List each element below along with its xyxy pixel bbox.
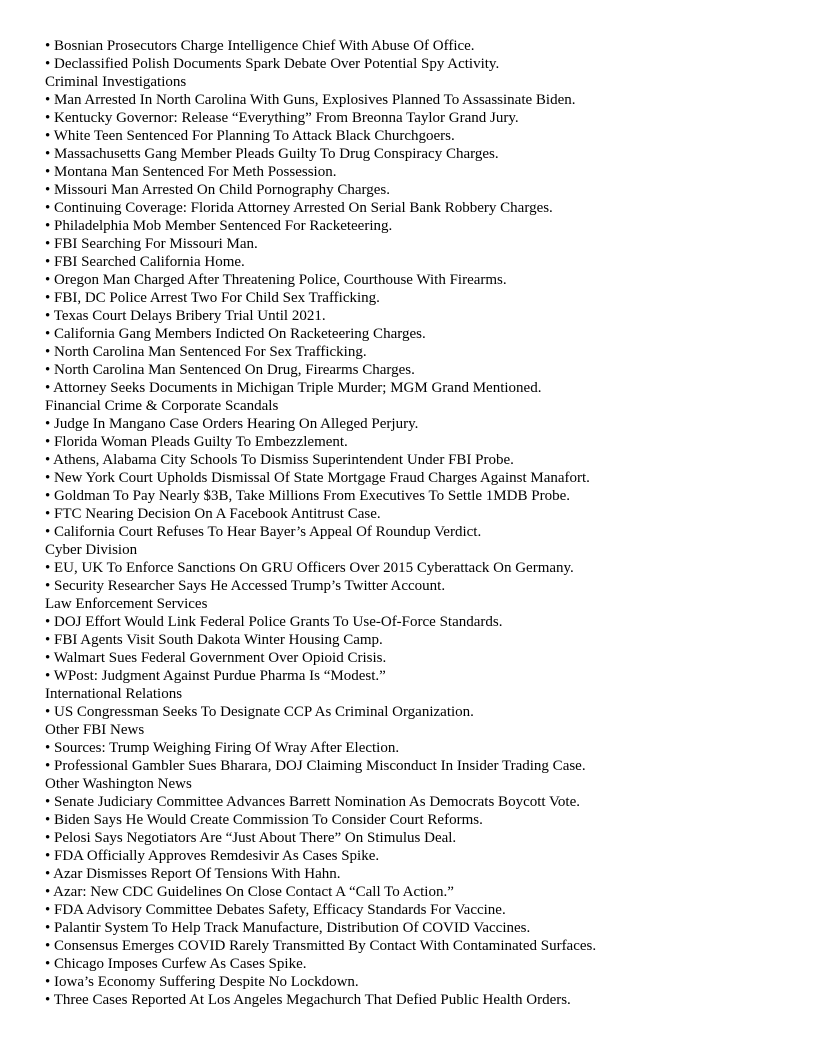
news-item: • California Court Refuses To Hear Bayer’s Appeal Of Roundup Verdict.	[45, 524, 482, 540]
news-item: • Chicago Imposes Curfew As Cases Spike.	[45, 956, 307, 972]
news-item: • Azar Dismisses Report Of Tensions With Hahn.	[45, 866, 341, 882]
news-item: • Massachusetts Gang Member Pleads Guilty To Drug Conspiracy Charges.	[45, 146, 499, 162]
news-item: • Goldman To Pay Nearly $3B, Take Millions From Executives To Settle 1MDB Probe.	[45, 488, 570, 504]
section-heading: Cyber Division	[45, 542, 138, 558]
news-item: • White Teen Sentenced For Planning To Attack Black Churchgoers.	[45, 128, 455, 144]
news-item: • Athens, Alabama City Schools To Dismiss Superintendent Under FBI Probe.	[45, 452, 514, 468]
news-item: • Bosnian Prosecutors Charge Intelligence Chief With Abuse Of Office.	[45, 38, 475, 54]
news-item: • FDA Officially Approves Remdesivir As Cases Spike.	[45, 848, 380, 864]
news-item: • Biden Says He Would Create Commission To Consider Court Reforms.	[45, 812, 483, 828]
section-heading: Other FBI News	[45, 722, 145, 738]
news-item: • Philadelphia Mob Member Sentenced For Racketeering.	[45, 218, 393, 234]
news-item: • Oregon Man Charged After Threatening Police, Courthouse With Firearms.	[45, 272, 507, 288]
news-item: • Attorney Seeks Documents in Michigan Triple Murder; MGM Grand Mentioned.	[45, 380, 542, 396]
news-item: • Pelosi Says Negotiators Are “Just About There” On Stimulus Deal.	[45, 830, 457, 846]
news-item: • DOJ Effort Would Link Federal Police Grants To Use-Of-Force Standards.	[45, 614, 503, 630]
news-item: • FBI, DC Police Arrest Two For Child Sex Trafficking.	[45, 290, 380, 306]
news-item: • Security Researcher Says He Accessed Trump’s Twitter Account.	[45, 578, 446, 594]
news-item: • Kentucky Governor: Release “Everything” From Breonna Taylor Grand Jury.	[45, 110, 519, 126]
news-digest-document	[45, 37, 785, 1009]
news-item: • FBI Agents Visit South Dakota Winter Housing Camp.	[45, 632, 383, 648]
news-item: • FBI Searching For Missouri Man.	[45, 236, 258, 252]
news-item: • Declassified Polish Documents Spark Debate Over Potential Spy Activity.	[45, 56, 500, 72]
news-item: • Texas Court Delays Bribery Trial Until 2021.	[45, 308, 326, 324]
news-item: • Judge In Mangano Case Orders Hearing On Alleged Perjury.	[45, 416, 419, 432]
news-item: • Sources: Trump Weighing Firing Of Wray After Election.	[45, 740, 400, 756]
news-item: • Three Cases Reported At Los Angeles Megachurch That Defied Public Health Orders.	[45, 992, 571, 1008]
news-item: • North Carolina Man Sentenced On Drug, Firearms Charges.	[45, 362, 415, 378]
news-item: • Iowa’s Economy Suffering Despite No Lockdown.	[45, 974, 359, 990]
news-item: • US Congressman Seeks To Designate CCP As Criminal Organization.	[45, 704, 474, 720]
news-item: • Missouri Man Arrested On Child Pornography Charges.	[45, 182, 390, 198]
news-item: • Professional Gambler Sues Bharara, DOJ Claiming Misconduct In Insider Trading Case.	[45, 758, 586, 774]
news-item: • Walmart Sues Federal Government Over Opioid Crisis.	[45, 650, 387, 666]
section-heading: Financial Crime & Corporate Scandals	[45, 398, 279, 414]
news-item: • Florida Woman Pleads Guilty To Embezzlement.	[45, 434, 348, 450]
news-item: • FTC Nearing Decision On A Facebook Antitrust Case.	[45, 506, 381, 522]
news-item: • EU, UK To Enforce Sanctions On GRU Officers Over 2015 Cyberattack On Germany.	[45, 560, 574, 576]
news-item: • Senate Judiciary Committee Advances Barrett Nomination As Democrats Boycott Vote.	[45, 794, 581, 810]
section-heading: Other Washington News	[45, 776, 192, 792]
news-item: • Palantir System To Help Track Manufacture, Distribution Of COVID Vaccines.	[45, 920, 531, 936]
news-item: • Consensus Emerges COVID Rarely Transmitted By Contact With Contaminated Surfaces.	[45, 938, 597, 954]
news-item: • Azar: New CDC Guidelines On Close Contact A “Call To Action.”	[45, 884, 454, 900]
news-item: • California Gang Members Indicted On Racketeering Charges.	[45, 326, 426, 342]
news-item: • Continuing Coverage: Florida Attorney Arrested On Serial Bank Robbery Charges.	[45, 200, 553, 216]
news-item: • FBI Searched California Home.	[45, 254, 245, 270]
news-item: • WPost: Judgment Against Purdue Pharma Is “Modest.”	[45, 668, 386, 684]
section-heading: International Relations	[45, 686, 183, 702]
news-item: • New York Court Upholds Dismissal Of State Mortgage Fraud Charges Against Manafort.	[45, 470, 590, 486]
news-item: • North Carolina Man Sentenced For Sex Trafficking.	[45, 344, 367, 360]
section-heading: Criminal Investigations	[45, 74, 187, 90]
news-item: • Man Arrested In North Carolina With Guns, Explosives Planned To Assassinate Biden.	[45, 92, 576, 108]
section-heading: Law Enforcement Services	[45, 596, 208, 612]
news-item: • FDA Advisory Committee Debates Safety, Efficacy Standards For Vaccine.	[45, 902, 506, 918]
news-item: • Montana Man Sentenced For Meth Possession.	[45, 164, 337, 180]
